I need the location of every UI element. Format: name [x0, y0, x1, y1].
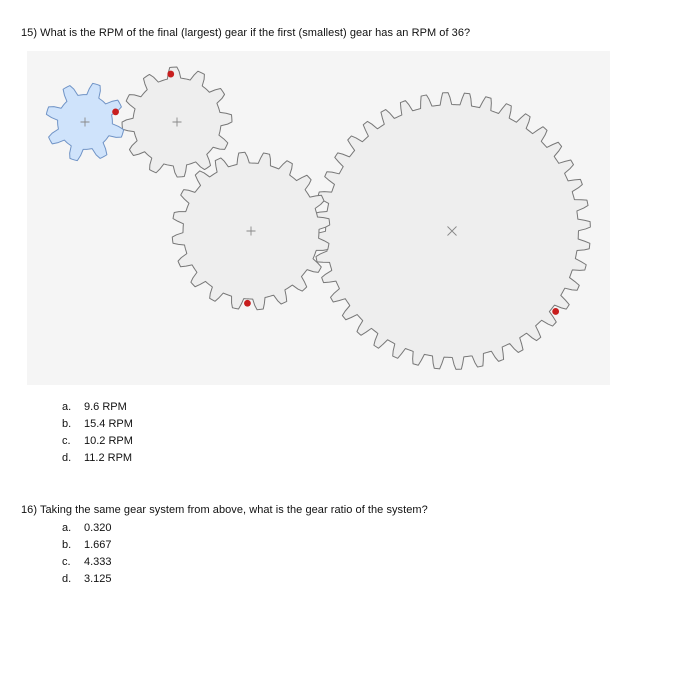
q15-option-b-letter: b.	[62, 418, 72, 430]
question-16-options	[62, 520, 112, 588]
question-16-text: 16) Taking the same gear system from above, what is the gear ratio of the system?	[21, 504, 428, 516]
gear-system-diagram	[27, 51, 610, 385]
q15-option-a[interactable]	[62, 399, 133, 416]
q15-option-a-letter: a.	[62, 401, 72, 413]
q16-option-b-label: 1.667	[84, 539, 112, 551]
q16-option-d-label: 3.125	[84, 573, 112, 585]
q15-option-d[interactable]	[62, 450, 133, 467]
q16-option-c-label: 4.333	[84, 556, 112, 568]
q15-option-b[interactable]	[62, 416, 133, 433]
q15-option-a-label: 9.6 RPM	[84, 401, 127, 413]
q15-option-d-letter: d.	[62, 452, 72, 464]
q15-option-c-label: 10.2 RPM	[84, 435, 133, 447]
q16-option-b-letter: b.	[62, 539, 72, 551]
q16-option-a-label: 0.320	[84, 522, 112, 534]
q16-option-d[interactable]	[62, 571, 112, 588]
gear-2-marker-dot	[167, 71, 174, 78]
gear-3	[172, 152, 329, 309]
gear-1-smallest-marker-dot	[112, 108, 119, 115]
q16-option-c[interactable]	[62, 554, 112, 571]
gear-system-figure	[27, 51, 610, 385]
q16-option-b[interactable]	[62, 537, 112, 554]
q15-option-c[interactable]	[62, 433, 133, 450]
q16-option-c-letter: c.	[62, 556, 71, 568]
q16-option-a[interactable]	[62, 520, 112, 537]
gear-4-largest-marker-dot	[552, 308, 559, 315]
q15-option-c-letter: c.	[62, 435, 71, 447]
q16-option-a-letter: a.	[62, 522, 72, 534]
gear-3-marker-dot	[244, 300, 251, 307]
q15-option-b-label: 15.4 RPM	[84, 418, 133, 430]
question-15-text: 15) What is the RPM of the final (largest) gear if the first (smallest) gear has an RPM of 36?	[21, 27, 471, 39]
q16-option-d-letter: d.	[62, 573, 72, 585]
q15-option-d-label: 11.2 RPM	[84, 452, 133, 464]
question-15-options	[62, 399, 133, 467]
